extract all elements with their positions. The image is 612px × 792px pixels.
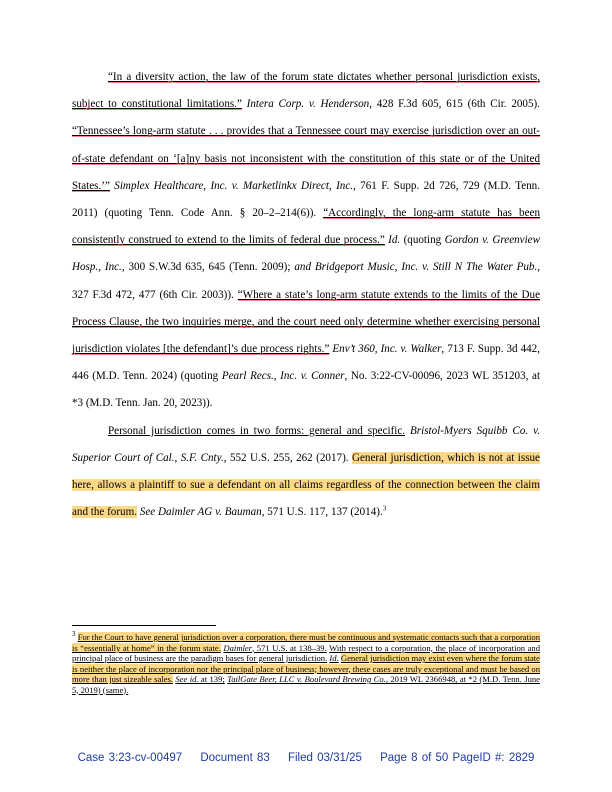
citation-case: See Daimler AG v. Bauman bbox=[139, 506, 262, 519]
paragraph-1 bbox=[72, 64, 540, 418]
page-footer bbox=[0, 752, 612, 764]
citation-text: , 761 F. Supp. 2d 726, 729 (M.D. Tenn. 2011) (quoting Tenn. Code Ann. § 20–2–214(6)). bbox=[72, 179, 540, 220]
id-citation: Id. bbox=[388, 234, 401, 247]
footnote-number: 3 bbox=[72, 630, 76, 639]
citation-text: , 327 F.3d 472, 477 (6th Cir. 2003)). bbox=[72, 261, 541, 301]
citation-text: and bbox=[290, 261, 315, 274]
quote-3: “Accordingly, the long-arm statute has been consistently construed to extend to the limits of federal due process.” bbox=[72, 207, 540, 247]
citation-text: (quoting bbox=[400, 234, 445, 247]
citation-text: , 2019 WL 2366948, at *2 (M.D. Tenn. June 5, 2019) (same). bbox=[72, 674, 540, 695]
citation-case: Intera Corp. v. Henderson bbox=[246, 98, 370, 111]
paragraph-2 bbox=[72, 418, 540, 527]
citation-case: Bristol-Myers Squibb Co. v. Superior Court of Cal., S.F. Cnty. bbox=[72, 424, 540, 464]
sentence-1: Personal jurisdiction comes in two forms: general and specific. bbox=[108, 424, 406, 437]
footer-case: Case 3:23-cv-00497 bbox=[77, 752, 183, 764]
citation-case: Bridgeport Music, Inc. v. Still N The Water Pub. bbox=[314, 261, 538, 274]
citation-text: , 713 F. Supp. 3d 442, 446 (M.D. Tenn. 2024) (quoting bbox=[72, 343, 540, 383]
citation-text: , No. 3:22-CV-00096, 2023 WL 351203, at *3 (M.D. Tenn. Jan. 20, 2023)). bbox=[72, 370, 541, 410]
quote-2: “Tennessee’s long-arm statute . . . provides that a Tennessee court may exercise jurisdiction over an out-of-state defendant on ‘[a]ny basis not inconsistent with the constitution of this state or of the United States.’” bbox=[72, 125, 540, 192]
citation-text: , 300 S.W.3d 635, 645 (Tenn. 2009); bbox=[121, 261, 291, 274]
id-citation: Id. bbox=[329, 653, 339, 663]
footnote-sentence: With respect to a corporation, the place of incorporation and principal place of business are the paradigm bases for general jurisdiction. bbox=[72, 642, 541, 663]
quote-4: “Where a state’s long-arm statute extends to the limits of the Due Process Clause, the two inquiries merge, and the court need only determine whether exercising personal jurisdiction violates [the defendant]’s due process rights.” bbox=[72, 288, 541, 356]
citation-text: , 571 U.S. at 138–39. bbox=[252, 642, 327, 653]
footnote-reference: 3 bbox=[382, 504, 387, 513]
footnote-3 bbox=[72, 632, 540, 695]
footer-document: Document 83 bbox=[200, 752, 270, 764]
citation-case: Gordon v. Greenview Hosp., Inc. bbox=[72, 234, 540, 274]
citation-text: See id. bbox=[175, 674, 199, 684]
citation-case: Simplex Healthcare, Inc. v. Marketlinkx Direct, Inc. bbox=[114, 179, 354, 192]
citation-text: , 552 U.S. 255, 262 (2017). bbox=[223, 451, 349, 464]
footnote-highlight: General jurisdiction may exist even where the forum state is neither the place of incorporation nor the principal place of business; however, these cases are truly exceptional and must be based on more than just sizeable sales. bbox=[72, 653, 540, 684]
citation-case: TailGate Beer, LLC v. Boulevard Brewing Co. bbox=[227, 674, 386, 684]
footnote-highlight: For the Court to have general jurisdiction over a corporation, there must be continuous and systematic contacts such that a corporation is “essentially at home” in the forum state. bbox=[72, 632, 540, 653]
citation-text: , 571 U.S. 117, 137 (2014). bbox=[261, 506, 383, 519]
citation-case: Pearl Recs., Inc. v. Conner bbox=[221, 370, 345, 383]
footer-page: Page 8 of 50 PageID #: 2829 bbox=[380, 752, 535, 764]
citation-case: Daimler bbox=[223, 642, 253, 653]
main-body bbox=[72, 64, 540, 526]
quote-1: “In a diversity action, the law of the forum state dictates whether personal jurisdiction exists, subject to constitutional limitations.” bbox=[72, 71, 540, 111]
highlighted-sentence: General jurisdiction, which is not at issue here, allows a plaintiff to sue a defendant on all claims regardless of the connection between the claim and the forum. bbox=[72, 451, 540, 519]
citation-case: Env’t 360, Inc. v. Walker bbox=[332, 343, 442, 356]
citation-text: at 139; bbox=[198, 674, 225, 684]
footnote-separator bbox=[72, 625, 216, 626]
footer-filed: Filed 03/31/25 bbox=[287, 752, 362, 764]
citation-text: , 428 F.3d 605, 615 (6th Cir. 2005). bbox=[369, 98, 540, 111]
